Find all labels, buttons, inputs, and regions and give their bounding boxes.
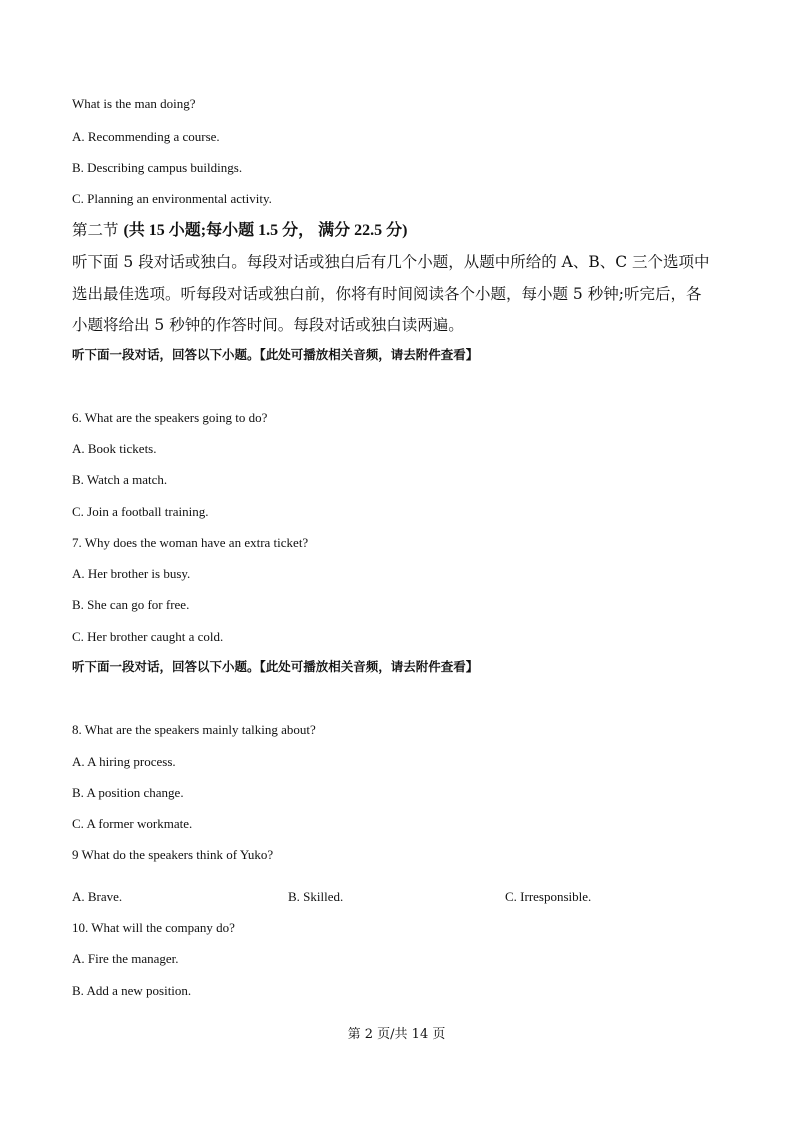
section-2-title [72, 220, 407, 241]
question-5-option-c: C. Planning an environmental activity. [72, 191, 272, 206]
question-5-text: What is the man doing? [72, 96, 196, 111]
page-number-footer: 第 2 页/共 14 页 [347, 1027, 446, 1042]
question-8-option-c: C. A former workmate. [72, 816, 193, 831]
question-10-option-b: B. Add a new position. [72, 983, 192, 998]
question-8-option-b: B. A position change. [72, 785, 184, 800]
question-7-option-c: C. Her brother caught a cold. [72, 629, 224, 644]
question-10-text: 10. What will the company do? [72, 920, 235, 935]
listen-dialogue-note-1: 听下面一段对话，回答以下小题。【此处可播放相关音频，请去附件查看】 [72, 347, 479, 362]
question-9-option-c: C. Irresponsible. [505, 889, 592, 904]
question-6-text: 6. What are the speakers going to do? [72, 410, 268, 425]
question-6-option-a: A. Book tickets. [72, 441, 157, 456]
question-7-text: 7. Why does the woman have an extra ticket? [72, 535, 309, 550]
question-9-text: 9 What do the speakers think of Yuko? [72, 847, 274, 862]
listen-dialogue-note-2: 听下面一段对话，回答以下小题。【此处可播放相关音频，请去附件查看】 [72, 659, 479, 674]
question-8-option-a: A. A hiring process. [72, 754, 176, 769]
question-6-option-b: B. Watch a match. [72, 472, 168, 487]
question-8-text: 8. What are the speakers mainly talking about? [72, 722, 316, 737]
question-7-option-b: B. She can go for free. [72, 597, 190, 612]
question-5-option-a: A. Recommending a course. [72, 129, 220, 144]
question-5-option-b: B. Describing campus buildings. [72, 160, 243, 175]
section-2-instruction-line-1: 听下面 5 段对话或独白。每段对话或独白后有几个小题，从题中所给的 A、B、C 三个选项中 [72, 253, 710, 271]
question-6-option-c: C. Join a football training. [72, 504, 209, 519]
question-7-option-a: A. Her brother is busy. [72, 566, 191, 581]
section-2-instruction-line-3: 小题将给出 5 秒钟的作答时间。每段对话或独白读两遍。 [72, 316, 464, 334]
section-2-title-prefix: 第二节 [72, 221, 119, 239]
question-10-option-a: A. Fire the manager. [72, 951, 179, 966]
question-9-option-a: A. Brave. [72, 889, 123, 904]
section-2-instruction-line-2: 选出最佳选项。听每段对话或独白前，你将有时间阅读各个小题，每小题 5 秒钟;听完后，各 [72, 285, 702, 303]
section-2-title-details: (共 15 小题;每小题 1.5 分， 满分 22.5 分) [123, 222, 408, 239]
question-9-option-b: B. Skilled. [288, 889, 344, 904]
